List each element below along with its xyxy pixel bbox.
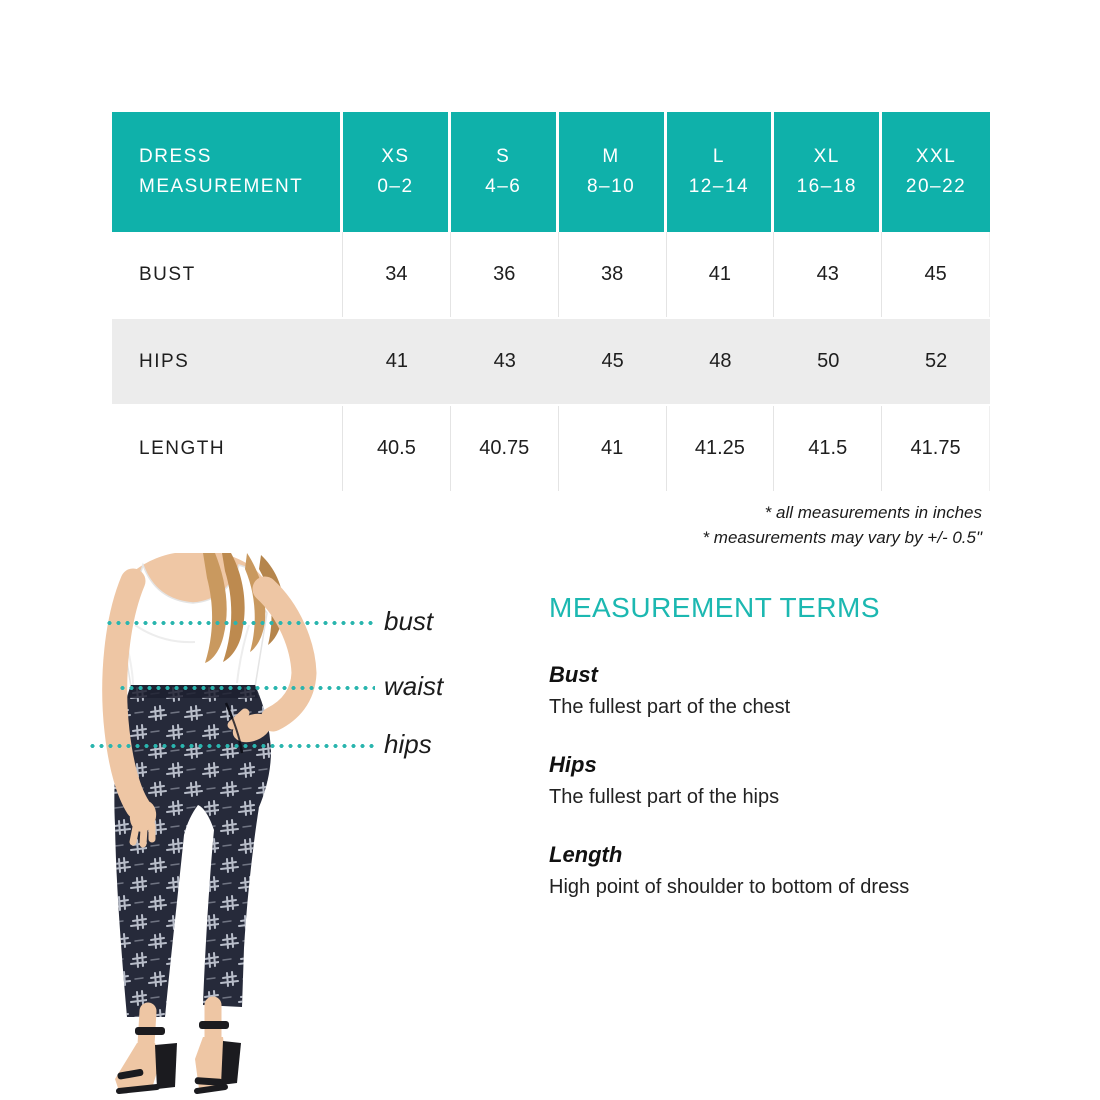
length-value-xl: 41.5 (774, 406, 882, 491)
header-dress-measurement (112, 112, 343, 232)
size-col-header-xl (774, 112, 882, 232)
model-skin-chest (125, 553, 265, 617)
term-definition: The fullest part of the chest (549, 696, 791, 718)
model-hair (203, 553, 284, 663)
size-name: L (712, 146, 725, 167)
table-row-hips (112, 319, 990, 404)
hips-value-xl: 50 (774, 319, 882, 404)
bust-measure-line (105, 621, 375, 625)
term-item-hips (549, 752, 1029, 809)
size-range: 20–22 (905, 176, 967, 197)
measurement-terms-section (549, 592, 1029, 932)
size-col-header-s (451, 112, 559, 232)
hips-value-xs: 41 (343, 319, 451, 404)
size-col-header-m (559, 112, 667, 232)
size-name: S (496, 146, 511, 167)
term-name: Hips (549, 752, 597, 777)
row-label-length: LENGTH (112, 406, 343, 491)
pants-waistband (128, 685, 258, 698)
footnote-variance: * measurements may vary by +/- 0.5" (702, 528, 982, 547)
bust-value-xs: 34 (343, 232, 451, 317)
term-item-length (549, 842, 1029, 899)
term-item-bust (549, 662, 1029, 719)
footnote-units: * all measurements in inches (764, 503, 982, 522)
model-photo (75, 553, 385, 1100)
bust-value-xxl: 45 (882, 232, 990, 317)
size-col-header-l (667, 112, 775, 232)
hips-measure-line (88, 744, 375, 748)
hips-line-label: hips (384, 729, 432, 759)
bust-line-label: bust (384, 606, 434, 636)
size-name: XXL (915, 146, 957, 167)
model-arms (115, 581, 304, 844)
length-value-xs: 40.5 (343, 406, 451, 491)
size-col-header-xxl (882, 112, 990, 232)
model-shoes (117, 1021, 241, 1091)
term-name: Bust (549, 662, 598, 687)
table-row-length (112, 406, 990, 491)
waist-measure-line (118, 686, 375, 690)
size-range: 16–18 (796, 176, 857, 197)
model-pants (114, 685, 271, 1017)
table-row-bust (112, 232, 990, 317)
header-title-line2: MEASUREMENT (139, 176, 304, 197)
length-value-l: 41.25 (667, 406, 775, 491)
length-value-xxl: 41.75 (882, 406, 990, 491)
size-chart-header-row (112, 112, 990, 232)
hips-value-s: 43 (451, 319, 559, 404)
size-range: 12–14 (688, 176, 750, 197)
size-col-header-xs (343, 112, 451, 232)
bust-value-s: 36 (451, 232, 559, 317)
term-definition: High point of shoulder to bottom of dress (549, 876, 910, 898)
model-tank-top (119, 565, 267, 687)
pants-pocket-line (226, 703, 242, 753)
size-name: XL (813, 146, 840, 167)
row-label-bust: BUST (112, 232, 343, 317)
hips-value-xxl: 52 (882, 319, 990, 404)
size-name: M (602, 146, 620, 167)
length-value-m: 41 (559, 406, 667, 491)
model-feet (115, 1005, 227, 1091)
row-label-hips: HIPS (112, 319, 343, 404)
hips-value-m: 45 (559, 319, 667, 404)
term-definition: The fullest part of the hips (549, 786, 780, 808)
table-footnotes (112, 500, 982, 550)
size-name: XS (381, 146, 410, 167)
size-chart-table (112, 112, 990, 491)
length-value-s: 40.75 (451, 406, 559, 491)
bust-value-m: 38 (559, 232, 667, 317)
size-range: 8–10 (586, 176, 636, 197)
size-range: 0–2 (377, 176, 414, 197)
bust-value-xl: 43 (774, 232, 882, 317)
hips-value-l: 48 (667, 319, 775, 404)
bust-value-l: 41 (667, 232, 775, 317)
header-title-line1: DRESS (139, 146, 212, 167)
term-name: Length (549, 842, 623, 867)
measurement-terms-heading: MEASUREMENT TERMS (549, 592, 881, 623)
waist-line-label: waist (384, 671, 444, 701)
size-range: 4–6 (485, 176, 522, 197)
